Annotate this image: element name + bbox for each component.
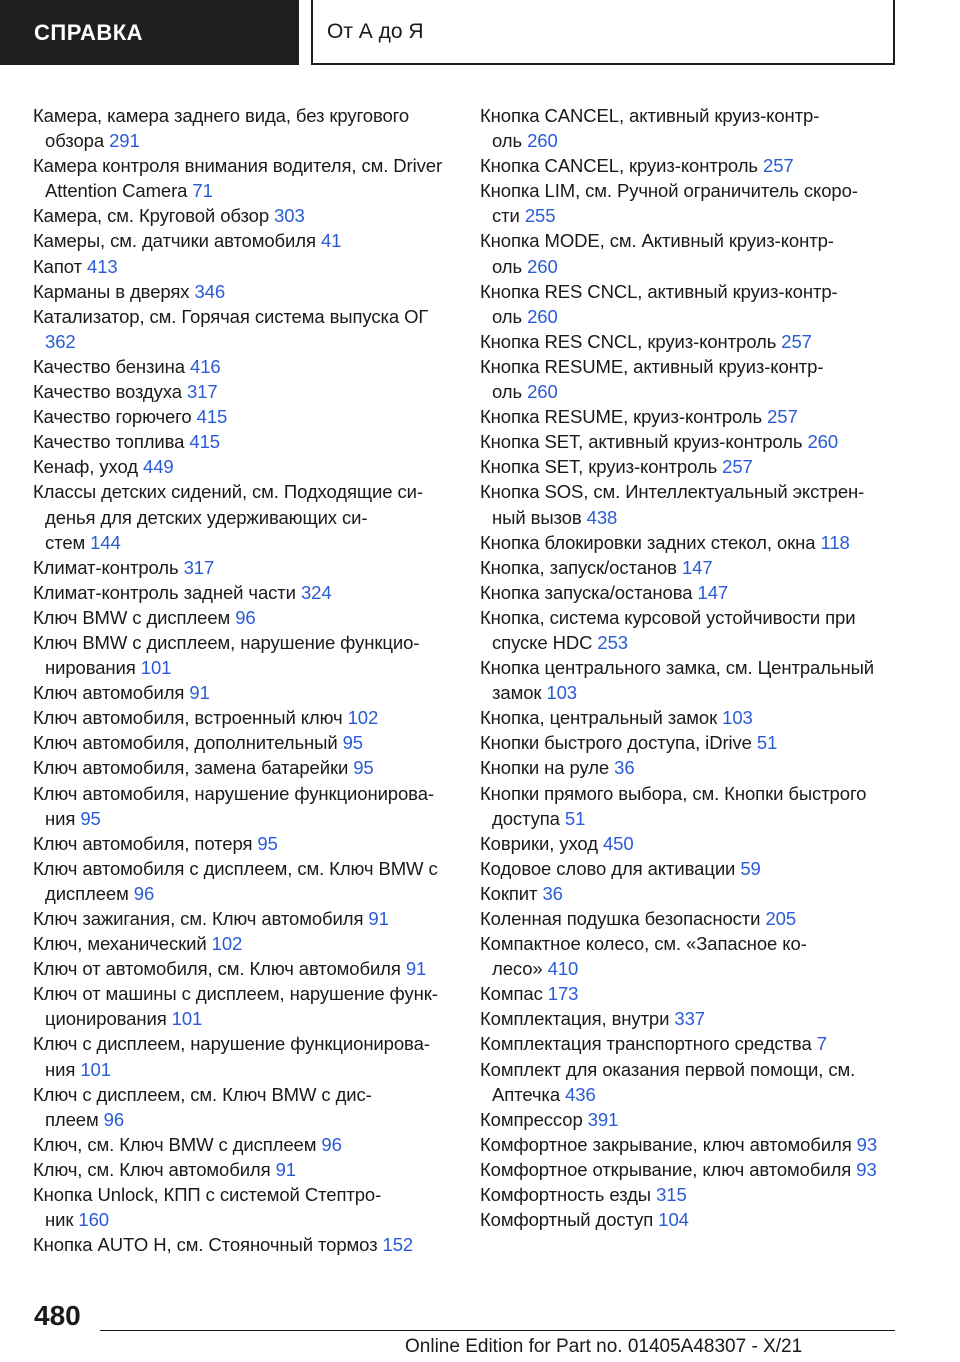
index-term: Кенаф, уход — [33, 456, 138, 478]
index-entry — [480, 530, 895, 555]
page-reference-link[interactable]: 260 — [807, 431, 839, 453]
index-entry — [480, 1031, 895, 1056]
index-entry — [33, 404, 448, 429]
footer-edition: Online Edition for Part no. 01405A48307 - X/21 — [405, 1336, 803, 1357]
index-entry — [480, 1182, 895, 1207]
page-reference-link[interactable]: 91 — [405, 958, 427, 980]
index-entry — [33, 1031, 448, 1081]
page-reference-link[interactable]: 95 — [80, 807, 101, 829]
index-entry — [33, 1232, 448, 1257]
page-reference-link[interactable]: 101 — [80, 1058, 111, 1080]
page-reference-link[interactable]: 317 — [186, 381, 218, 403]
index-term: Ключ BMW с дисплеем, нарушение функцио- нирования — [33, 631, 420, 679]
index-entry — [33, 906, 448, 931]
index-term: Кнопка запуска/останова — [480, 581, 693, 603]
page-reference-link[interactable]: 260 — [527, 305, 558, 327]
index-term: Кнопка SET, круиз-контроль — [480, 456, 718, 478]
index-term: Климат-контроль — [33, 556, 179, 578]
index-entry — [33, 279, 448, 304]
index-entry — [33, 755, 448, 780]
page-reference-link[interactable]: 7 — [816, 1033, 827, 1055]
page-reference-link[interactable]: 36 — [542, 882, 563, 904]
page-reference-link[interactable]: 438 — [586, 506, 618, 528]
index-term: Ключ автомобиля — [33, 682, 185, 704]
page-reference-link[interactable]: 96 — [321, 1133, 342, 1155]
page-reference-link[interactable]: 257 — [722, 456, 753, 478]
index-entry — [33, 730, 448, 755]
page-reference-link[interactable]: 160 — [78, 1209, 109, 1231]
index-entry — [480, 479, 895, 529]
index-term: Компактное колесо, см. «Запасное ко- лесо» — [480, 933, 807, 980]
page-reference-link[interactable]: 147 — [697, 581, 729, 603]
index-term: Ключ, см. Ключ автомобиля — [33, 1158, 271, 1180]
index-term: Карманы в дверях — [33, 280, 190, 302]
index-entry — [33, 605, 448, 630]
index-term: Комфортное открывание, ключ автомобиля — [480, 1158, 852, 1180]
index-term: Камера, камера заднего вида, без кругового обзора — [33, 105, 410, 152]
page-reference-link[interactable]: 260 — [527, 381, 558, 403]
index-entry — [480, 1057, 895, 1107]
index-term: Кнопка центрального замка, см. Центральный замок — [480, 657, 875, 704]
index-term: Ключ от автомобиля, см. Ключ автомобиля — [33, 958, 401, 980]
index-entry — [33, 981, 448, 1031]
index-entry — [33, 379, 448, 404]
page-reference-link[interactable]: 101 — [140, 657, 172, 679]
index-entry — [33, 1132, 448, 1157]
page-reference-link[interactable]: 413 — [87, 255, 118, 277]
index-term: Кнопка LIM, см. Ручной ограничитель скоро- сти — [480, 180, 858, 227]
index-term: Кнопка CANCEL, активный круиз-контр- оль — [480, 105, 820, 152]
index-term: Комплектация, внутри — [480, 1008, 670, 1030]
index-entry — [33, 856, 448, 906]
page-reference-link[interactable]: 260 — [527, 130, 558, 152]
index-term: Кнопка CANCEL, круиз-контроль — [480, 155, 758, 177]
index-entry — [480, 178, 895, 228]
page-reference-link[interactable]: 59 — [740, 857, 761, 879]
subsection-title: От А до Я — [311, 0, 895, 65]
index-term: Качество воздуха — [33, 381, 182, 403]
index-term: Компас — [480, 983, 543, 1005]
index-term: Катализатор, см. Горячая система выпуска ОГ — [33, 305, 429, 327]
index-entry — [480, 981, 895, 1006]
index-entry — [480, 1006, 895, 1031]
page-reference-link[interactable]: 415 — [189, 431, 220, 453]
index-entry — [480, 730, 895, 755]
page-reference-link[interactable]: 152 — [382, 1234, 414, 1256]
index-term: Кнопки быстрого доступа, iDrive — [480, 732, 752, 754]
index-term: Комфортный доступ — [480, 1209, 654, 1231]
page-reference-link[interactable]: 147 — [681, 556, 713, 578]
index-term: Комфортное закрывание, ключ автомобиля — [480, 1133, 852, 1155]
index-term: Ключ автомобиля, дополнительный — [33, 732, 338, 754]
page-reference-link[interactable]: 415 — [196, 406, 228, 428]
index-entry — [480, 705, 895, 730]
page-reference-link[interactable]: 324 — [300, 581, 332, 603]
page-reference-link[interactable]: 362 — [45, 330, 76, 352]
index-term: Ключ зажигания, см. Ключ автомобиля — [33, 908, 364, 929]
index-entry — [33, 1182, 448, 1232]
index-entry — [33, 931, 448, 956]
index-term: Комфортность езды — [480, 1184, 652, 1206]
index-term: Компрессор — [480, 1108, 583, 1130]
page-reference-link[interactable]: 303 — [274, 205, 305, 227]
index-term: Ключ автомобиля с дисплеем, см. Ключ BMW с дисплеем — [33, 857, 438, 904]
index-column-left — [33, 103, 448, 1257]
index-term: Кнопки на руле — [480, 757, 610, 779]
index-entry — [33, 153, 448, 203]
index-term: Климат-контроль задней части — [33, 581, 296, 603]
index-term: Качество горючего — [33, 406, 192, 428]
index-entry — [33, 103, 448, 153]
index-term: Кодовое слово для активации — [480, 857, 736, 879]
page-reference-link[interactable]: 118 — [820, 531, 850, 553]
page-reference-link[interactable]: 93 — [856, 1133, 878, 1155]
page-reference-link[interactable]: 95 — [257, 832, 278, 854]
index-entry — [33, 354, 448, 379]
index-term: Кнопки прямого выбора, см. Кнопки быстрого доступа — [480, 782, 867, 829]
page-reference-link[interactable]: 93 — [856, 1158, 877, 1180]
index-entry — [33, 228, 448, 253]
index-term: Коврики, уход — [480, 832, 598, 854]
index-entry — [480, 781, 895, 831]
page-reference-link[interactable]: 91 — [189, 682, 210, 704]
index-entry — [33, 1157, 448, 1182]
index-entry — [33, 429, 448, 454]
page-reference-link[interactable]: 102 — [211, 933, 243, 955]
index-entry — [33, 781, 448, 831]
index-entry — [480, 655, 895, 705]
index-entry — [33, 831, 448, 856]
index-entry — [480, 429, 895, 454]
index-entry — [33, 956, 448, 981]
page-reference-link[interactable]: 144 — [90, 531, 121, 553]
page-reference-link[interactable]: 291 — [109, 130, 140, 152]
page-reference-link[interactable]: 102 — [347, 707, 379, 729]
page-reference-link[interactable]: 173 — [547, 983, 579, 1005]
index-entry — [480, 831, 895, 856]
page-reference-link[interactable]: 51 — [564, 807, 586, 829]
index-entry — [33, 454, 448, 479]
index-entry — [33, 479, 448, 554]
page-reference-link[interactable]: 436 — [565, 1083, 596, 1105]
index-entry — [33, 580, 448, 605]
index-entry — [33, 555, 448, 580]
index-term: Качество топлива — [33, 431, 185, 453]
section-title: СПРАВКА — [0, 0, 299, 65]
index-term: Ключ автомобиля, встроенный ключ — [33, 707, 343, 729]
index-entry — [480, 404, 895, 429]
page-reference-link[interactable]: 257 — [763, 155, 794, 177]
page-reference-link[interactable]: 103 — [722, 707, 753, 729]
index-term: Кнопка SOS, см. Интеллектуальный экстрен- ный вызов — [480, 481, 865, 528]
index-term: Коленная подушка безопасности — [480, 908, 761, 929]
page-reference-link[interactable]: 41 — [320, 230, 342, 252]
index-term: Кнопка Unlock, КПП с системой Стептро- ник — [33, 1184, 382, 1231]
index-term: Кнопка RESUME, активный круиз-контр- оль — [480, 355, 824, 403]
index-entry — [33, 1082, 448, 1132]
index-entry — [480, 1207, 895, 1232]
index-entry — [480, 1157, 895, 1182]
index-term: Ключ, механический — [33, 933, 207, 955]
page-reference-link[interactable]: 391 — [587, 1108, 619, 1130]
index-entry — [480, 555, 895, 580]
page-reference-link[interactable]: 317 — [183, 556, 215, 578]
index-entry — [480, 1132, 895, 1157]
page-reference-link[interactable]: 205 — [765, 908, 797, 929]
page-number: 480 — [34, 1300, 81, 1331]
page-reference-link[interactable]: 36 — [614, 757, 635, 779]
index-entry — [480, 329, 895, 354]
index-entry — [480, 881, 895, 906]
footer-divider — [100, 1330, 895, 1331]
page-reference-link[interactable]: 95 — [342, 732, 363, 754]
page-reference-link[interactable]: 91 — [275, 1158, 296, 1180]
page-reference-link[interactable]: 315 — [656, 1184, 687, 1206]
index-term: Комплект для оказания первой помощи, см. Аптечка — [480, 1058, 856, 1105]
index-term: Кнопка, система курсовой устойчивости при спуске HDC — [480, 606, 856, 653]
index-term: Ключ от машины с дисплеем, нарушение функ- ционирования — [33, 983, 438, 1030]
page-reference-link[interactable]: 337 — [674, 1008, 705, 1030]
index-term: Качество бензина — [33, 355, 185, 377]
page-reference-link[interactable]: 103 — [546, 682, 577, 704]
index-term: Комплектация транспортного средства — [480, 1033, 812, 1055]
index-term: Кнопка блокировки задних стекол, окна — [480, 531, 816, 553]
index-term: Камера контроля внимания водителя, см. Driver Attention Camera — [33, 155, 443, 202]
page-reference-link[interactable]: 51 — [756, 732, 778, 754]
index-column-right — [480, 103, 895, 1232]
index-entry — [480, 906, 895, 931]
page-reference-link[interactable]: 260 — [527, 255, 558, 277]
index-term: Кокпит — [480, 882, 538, 904]
index-entry — [33, 304, 448, 354]
page-reference-link[interactable]: 104 — [658, 1209, 689, 1231]
index-entry — [480, 856, 895, 881]
index-term: Кнопка, центральный замок — [480, 707, 718, 729]
page-reference-link[interactable]: 410 — [547, 958, 579, 980]
index-entry — [33, 680, 448, 705]
index-entry — [480, 103, 895, 153]
page-reference-link[interactable]: 95 — [353, 757, 374, 779]
page-reference-link[interactable]: 96 — [235, 606, 256, 628]
index-entry — [480, 580, 895, 605]
page-reference-link[interactable]: 449 — [143, 456, 174, 478]
page-reference-link[interactable]: 257 — [767, 406, 798, 428]
index-term: Кнопка RESUME, круиз-контроль — [480, 406, 763, 428]
index-entry — [480, 931, 895, 981]
index-term: Камеры, см. датчики автомобиля — [33, 230, 316, 252]
index-term: Кнопка SET, активный круиз-контроль — [480, 431, 803, 453]
index-entry — [480, 1107, 895, 1132]
page-reference-link[interactable]: 255 — [524, 205, 556, 227]
index-term: Ключ автомобиля, замена батарейки — [33, 757, 349, 779]
index-term: Капот — [33, 255, 82, 277]
index-term: Кнопка MODE, см. Активный круиз-контр- оль — [480, 230, 834, 277]
index-entry — [480, 153, 895, 178]
page-reference-link[interactable]: 416 — [190, 355, 221, 377]
index-entry — [480, 354, 895, 404]
index-term: Ключ с дисплеем, см. Ключ BMW с дис- плеем — [33, 1083, 372, 1130]
page-reference-link[interactable]: 253 — [597, 631, 628, 653]
index-entry — [480, 279, 895, 329]
index-term: Кнопка, запуск/останов — [480, 556, 677, 578]
index-term: Ключ автомобиля, потеря — [33, 832, 253, 854]
index-entry — [33, 630, 448, 680]
page-reference-link[interactable]: 91 — [368, 908, 389, 929]
index-entry — [33, 254, 448, 279]
index-term: Ключ автомобиля, нарушение функционирова- ния — [33, 782, 434, 829]
page-reference-link[interactable]: 71 — [192, 180, 213, 202]
index-term: Кнопка RES CNCL, активный круиз-контр- оль — [480, 280, 838, 327]
page-reference-link[interactable]: 96 — [103, 1108, 125, 1130]
index-entry — [480, 755, 895, 780]
index-entry — [480, 228, 895, 278]
page-reference-link[interactable]: 257 — [781, 330, 812, 352]
index-term: Классы детских сидений, см. Подходящие си- денья для детских удерживающих си- стем — [33, 481, 423, 553]
index-term: Ключ BMW с дисплеем — [33, 606, 231, 628]
page-reference-link[interactable]: 101 — [171, 1008, 203, 1030]
page-reference-link[interactable]: 96 — [133, 882, 155, 904]
index-term: Кнопка RES CNCL, круиз-контроль — [480, 330, 777, 352]
index-entry — [480, 605, 895, 655]
page-reference-link[interactable]: 450 — [602, 832, 634, 854]
index-term: Ключ, см. Ключ BMW с дисплеем — [33, 1133, 317, 1155]
index-entry — [33, 705, 448, 730]
index-entry — [33, 203, 448, 228]
index-entry — [480, 454, 895, 479]
page-reference-link[interactable]: 346 — [194, 280, 226, 302]
index-term: Кнопка AUTO H, см. Стояночный тормоз — [33, 1234, 378, 1256]
index-term: Камера, см. Круговой обзор — [33, 205, 270, 227]
index-term: Ключ с дисплеем, нарушение функционирова- ния — [33, 1033, 430, 1080]
